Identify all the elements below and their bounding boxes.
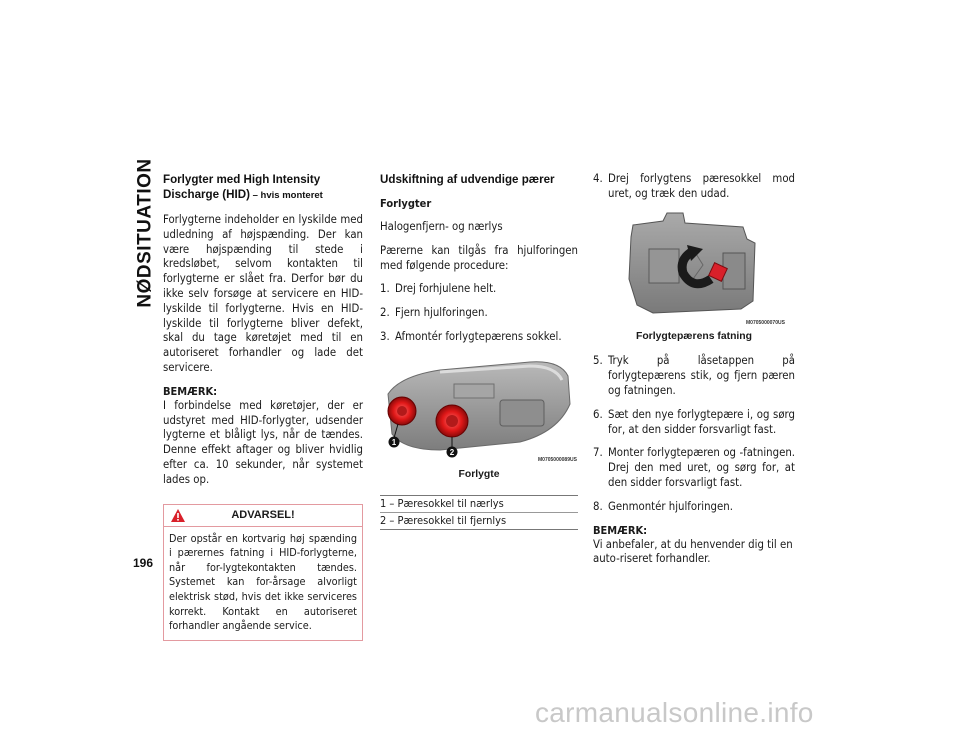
- column-3: [593, 172, 795, 576]
- hid-note: [163, 385, 363, 488]
- step-item: 5. Tryk på låsetappen på forlygtepærens stik, og fjern pæren og fatningen.: [593, 354, 795, 397]
- column-2: [380, 172, 578, 530]
- hid-heading-suffix: – hvis monteret: [249, 190, 323, 201]
- step-item: 8. Genmontér hjulforingen.: [593, 499, 733, 513]
- step-item: 2. Fjern hjulforingen.: [380, 306, 488, 320]
- warning-box: [163, 504, 363, 641]
- warning-triangle-icon: [170, 508, 186, 523]
- warning-title: ADVARSEL!: [231, 508, 295, 521]
- step-item: 6. Sæt den nye forlygtepære i, og sørg for, at den sidder forsvarligt fast.: [593, 407, 795, 436]
- note-label: BEMÆRK:: [163, 384, 218, 398]
- headlamp-figure: [380, 354, 578, 466]
- step-item: 1. Drej forhjulene helt.: [380, 282, 497, 296]
- step-item: 7. Monter forlygtepæren og -fatningen. Drej den med uret, og sørg for, at den sidder forsvarligt fast.: [593, 446, 795, 489]
- warning-header: [164, 505, 362, 527]
- note-label: BEMÆRK:: [593, 523, 648, 537]
- headlamp-illustration: [380, 354, 578, 466]
- hid-heading-main: Forlygter med High Intensity Discharge (HID): [163, 173, 321, 201]
- bulb-socket-illustration: [593, 209, 793, 327]
- note-text: I forbindelse med køretøjer, der er udstyret med HID-forlygter, udsender lygterne et blåligt lys, når de tændes. Denne effekt aftager og bliver hvidlig efter ca. 10 sekunder, når systemet lades op.: [163, 398, 363, 486]
- figure-code-1: M0705000089US: [538, 456, 577, 463]
- side-title-text: NØDSITUATION: [135, 157, 157, 308]
- step-item: 3. Afmontér forlygtepærens sokkel.: [380, 329, 562, 343]
- steps-list-1: [380, 282, 578, 344]
- warning-text: Der opstår en kortvarig høj spænding i pærernes fatning i HID-forlygterne, når for-lygtekontakten tændes. Systemet kan for-årsage alvorligt elektrisk stød, hvis det ikke serviceres korrekt. Kontakt en autoriseret forhandler angående service.: [169, 531, 357, 633]
- step-item: 4. Drej forlygtens pæresokkel mod uret, og træk den udad.: [593, 172, 795, 200]
- section-side-title: [131, 157, 161, 308]
- final-note: [593, 524, 795, 568]
- legend-item: 1 – Pæresokkel til nærlys: [380, 496, 504, 510]
- callout-2: 2: [449, 447, 455, 457]
- legend-item: 2 – Pæresokkel til fjernlys: [380, 512, 578, 529]
- steps-list-3: [593, 354, 795, 514]
- access-paragraph: Pærerne kan tilgås fra hjulforingen med følgende procedure:: [380, 243, 578, 272]
- note-text: Vi anbefaler, at du henvender dig til en auto-riseret forhandler.: [593, 537, 793, 566]
- exterior-bulbs-heading: Udskiftning af udvendige pærer: [380, 173, 555, 186]
- headlamp-caption: Forlygte: [458, 468, 500, 480]
- headlamps-subheading: Forlygter: [380, 197, 432, 210]
- headlamp-legend: [380, 495, 578, 530]
- column-1: [163, 172, 363, 641]
- bulb-socket-figure: [593, 209, 793, 327]
- hid-paragraph: Forlygterne indeholder en lyskilde med udledning af højspænding. Der kan være højspænding til stede i kredsløbet, selvom kontakten til forlygterne er slået fra. Derfor bør du ikke selv forsøge at servicere en HID-lyskilde til forlygterne. Hvis en HID-lyskilde til forlygterne bliver defekt, skal du tage køretøjet med til en autoriseret forhandler og lade det servicere.: [163, 213, 363, 374]
- figure-code-2: M0705000070US: [746, 319, 785, 326]
- page-number: 196: [133, 556, 154, 570]
- watermark: carmanualsonline.info: [535, 697, 814, 728]
- hid-heading: [163, 172, 363, 203]
- bulb-socket-caption: Forlygtepærens fatning: [635, 330, 753, 342]
- callout-1: 1: [391, 437, 397, 447]
- halogen-line: Halogenfjern- og nærlys: [380, 220, 503, 233]
- steps-list-2: [593, 172, 795, 202]
